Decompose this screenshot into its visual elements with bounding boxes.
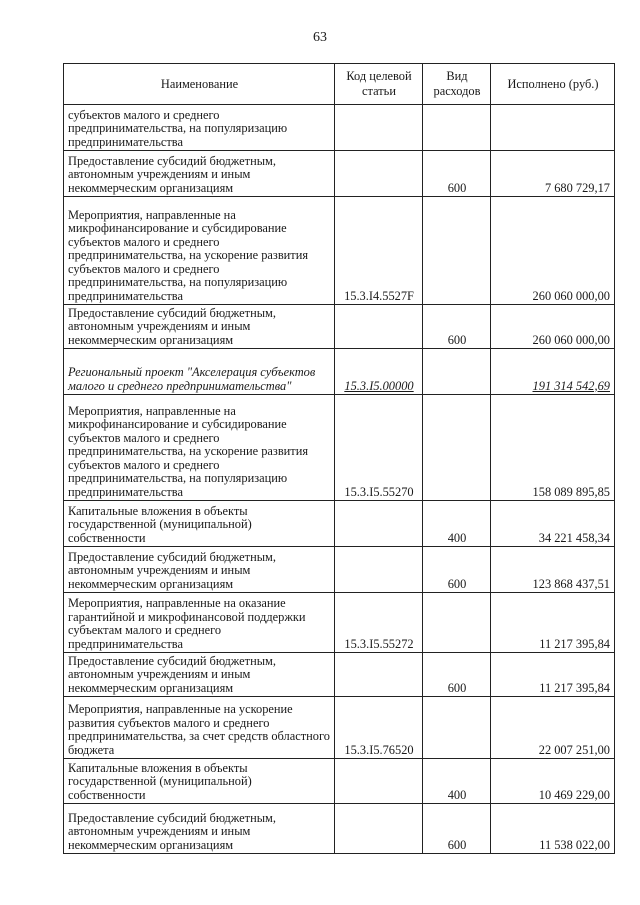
kind-cell-text: 400: [447, 787, 467, 802]
code-cell: [335, 547, 423, 593]
kind-cell: [423, 653, 491, 697]
name-cell: [64, 547, 335, 593]
name-cell-text: Мероприятия, направленные на оказание гарантийной и микрофинансовой поддержки субъектам малого и среднего предпринимательства: [68, 596, 306, 651]
amount-cell-text: 10 469 229,00: [538, 787, 610, 802]
amount-cell: [491, 697, 615, 759]
code-cell: [335, 804, 423, 854]
code-cell-text: [339, 852, 419, 853]
amount-cell: [491, 501, 615, 547]
code-cell: [335, 593, 423, 653]
amount-cell-text: 22 007 251,00: [538, 742, 610, 757]
kind-cell: [423, 151, 491, 197]
amount-cell: [491, 151, 615, 197]
page-number: 63: [313, 30, 327, 45]
name-cell-text: Региональный проект "Акселерация субъектов малого и среднего предпринимательства": [68, 365, 316, 393]
amount-cell: [491, 804, 615, 854]
amount-cell-text: 11 538 022,00: [539, 837, 610, 852]
name-cell: [64, 501, 335, 547]
table-row: [64, 804, 615, 854]
kind-cell: [423, 804, 491, 854]
table-header-row: [64, 64, 615, 105]
name-cell: [64, 349, 335, 395]
name-cell-text: субъектов малого и среднего предпринимательства, на популяризацию предпринимательства: [68, 107, 288, 149]
name-cell-text: Предоставление субсидий бюджетным, автономным учреждениям и иным некоммерческим организациям: [68, 549, 276, 591]
amount-cell: [491, 197, 615, 305]
kind-cell: [423, 305, 491, 349]
name-cell: [64, 151, 335, 197]
code-cell: [335, 349, 423, 395]
kind-cell-text: 600: [447, 680, 467, 695]
table-row: [64, 305, 615, 349]
name-cell-text: Предоставление субсидий бюджетным, автономным учреждениям и иным некоммерческим организациям: [68, 153, 276, 195]
kind-cell: [423, 105, 491, 151]
code-cell: [335, 759, 423, 804]
name-cell: [64, 305, 335, 349]
amount-cell-text: 260 060 000,00: [532, 332, 610, 347]
amount-cell-text: 123 868 437,51: [532, 576, 610, 591]
kind-cell: [423, 197, 491, 305]
budget-table: [63, 63, 615, 854]
table-row: [64, 759, 615, 804]
table-row: [64, 501, 615, 547]
name-cell-text: Мероприятия, направленные на микрофинансирование и субсидирование субъектов малого и среднего предпринимательства, на ускорение развития субъектов малого и среднего предпринимательства, на популяризацию предпринимательства: [68, 207, 309, 303]
code-cell: [335, 105, 423, 151]
table-row: [64, 105, 615, 151]
table-row: [64, 653, 615, 697]
amount-cell-text: 34 221 458,34: [538, 530, 610, 545]
header-kind: Вид расходов: [423, 64, 491, 105]
name-cell: [64, 697, 335, 759]
amount-cell: [491, 395, 615, 501]
code-cell-text: 15.3.I5.55270: [344, 484, 414, 499]
kind-cell: [423, 501, 491, 547]
amount-cell-text: 11 217 395,84: [539, 636, 610, 651]
name-cell: [64, 105, 335, 151]
code-cell: [335, 395, 423, 501]
name-cell-text: Мероприятия, направленные на микрофинансирование и субсидирование субъектов малого и среднего предпринимательства, на ускорение развития субъектов малого и среднего предпринимательства, на популяризацию предпринимательства: [68, 403, 309, 499]
table-body: [64, 105, 615, 854]
name-cell: [64, 197, 335, 305]
kind-cell-text: 400: [447, 530, 467, 545]
kind-cell: [423, 349, 491, 395]
kind-cell-text: 600: [447, 180, 467, 195]
name-cell: [64, 395, 335, 501]
amount-cell: [491, 653, 615, 697]
code-cell: [335, 197, 423, 305]
code-cell: [335, 501, 423, 547]
table-row: [64, 395, 615, 501]
header-code: Код целевой статьи: [335, 64, 423, 105]
amount-cell: [491, 305, 615, 349]
code-cell-text: 15.3.I5.55272: [344, 636, 414, 651]
name-cell: [64, 593, 335, 653]
name-cell: [64, 804, 335, 854]
code-cell-text: 15.3.I4.5527F: [344, 288, 414, 303]
amount-cell-text: 158 089 895,85: [532, 484, 610, 499]
name-cell: [64, 653, 335, 697]
code-cell-text: 15.3.I5.00000: [344, 378, 414, 393]
header-name: Наименование: [64, 64, 335, 105]
amount-cell: [491, 349, 615, 395]
amount-cell-text: 191 314 542,69: [532, 378, 610, 393]
table-row: [64, 697, 615, 759]
amount-cell: [491, 759, 615, 804]
kind-cell: [423, 547, 491, 593]
code-cell: [335, 305, 423, 349]
header-amount: Исполнено (руб.): [491, 64, 615, 105]
kind-cell: [423, 593, 491, 653]
amount-cell-text: 11 217 395,84: [539, 680, 610, 695]
kind-cell-text: 600: [447, 332, 467, 347]
amount-cell: [491, 547, 615, 593]
name-cell: [64, 759, 335, 804]
table-row: [64, 197, 615, 305]
amount-cell: [491, 593, 615, 653]
name-cell-text: Мероприятия, направленные на ускорение развития субъектов малого и среднего предпринимательства, за счет средств областного бюджета: [68, 702, 330, 757]
amount-cell-text: 260 060 000,00: [532, 288, 610, 303]
name-cell-text: Предоставление субсидий бюджетным, автономным учреждениям и иным некоммерческим организациям: [68, 305, 276, 347]
name-cell-text: Капитальные вложения в объекты государственной (муниципальной) собственности: [68, 760, 252, 802]
code-cell-text: 15.3.I5.76520: [344, 742, 414, 757]
name-cell-text: Капитальные вложения в объекты государственной (муниципальной) собственности: [68, 503, 252, 545]
table-row: [64, 593, 615, 653]
table-row: [64, 151, 615, 197]
kind-cell: [423, 697, 491, 759]
name-cell-text: Предоставление субсидий бюджетным, автономным учреждениям и иным некоммерческим организациям: [68, 810, 276, 852]
kind-cell: [423, 759, 491, 804]
amount-cell-text: 7 680 729,17: [544, 180, 610, 195]
table-row: [64, 547, 615, 593]
kind-cell-text: 600: [447, 837, 467, 852]
kind-cell-text: 600: [447, 576, 467, 591]
name-cell-text: Предоставление субсидий бюджетным, автономным учреждениям и иным некоммерческим организациям: [68, 653, 276, 695]
code-cell: [335, 697, 423, 759]
code-cell: [335, 653, 423, 697]
code-cell: [335, 151, 423, 197]
amount-cell: [491, 105, 615, 151]
table-row: [64, 349, 615, 395]
kind-cell: [423, 395, 491, 501]
